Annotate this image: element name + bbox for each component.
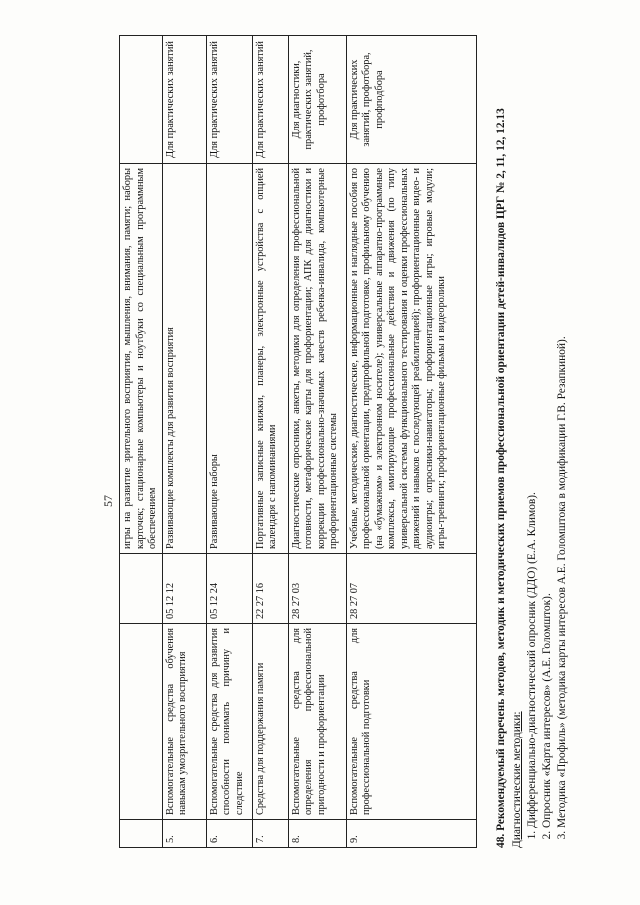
usage-purpose: Для диагностики, практических занятий, профотбора: [288, 36, 346, 164]
list-item: 2. Опросник «Карта интересов» (А.Е. Голомшток).: [540, 48, 555, 828]
row-number: 7.: [252, 820, 288, 848]
list-item: 3. Методика «Профиль» (методика карты интересов А.Е. Голомштока в модификации Г.В. Резапкиной).: [555, 48, 570, 828]
usage-purpose: Для практических занятий: [252, 36, 288, 164]
methods-section: [494, 48, 570, 848]
equipment-description: игры на развитие зрительного восприятия, мышления, внимания, памяти; наборы карточек; стационарные компьютеры и ноутбуки со специальным программным обеспечением: [120, 164, 163, 554]
section-subheading: Диагностические методики:: [511, 711, 524, 848]
classifier-code: 05 12 12: [162, 554, 206, 624]
equipment-name: Вспомогательные средства для профессиональной подготовки: [346, 624, 476, 820]
classifier-code: 22 27 16: [252, 554, 288, 624]
table-row: [252, 36, 288, 848]
page-number: 57: [101, 495, 115, 507]
row-number: 5.: [162, 820, 206, 848]
row-number: 8.: [288, 820, 346, 848]
row-number: [120, 820, 163, 848]
usage-purpose: Для практических занятий: [206, 36, 252, 164]
section-heading: 48. Рекомендуемый перечень методов, методик и методических приемов профессиональной ориентации детей-инвалидов ЦРГ № 2, 11, 12, 12.13: [495, 108, 507, 848]
table-row: [288, 36, 346, 848]
table-row: [120, 36, 163, 848]
list-item: 1. Дифференциально-диагностический опросник (ДДО) (Е.А. Климов).: [525, 48, 540, 828]
equipment-name: Вспомогательные средства для определения профессиональной пригодности и профориентации: [288, 624, 346, 820]
usage-purpose: Для практических занятий: [162, 36, 206, 164]
equipment-description: Диагностические опросники, анкеты, методики для определения профессиональной готовности, метафорические карты для профориентации; АПК для диагностики и коррекции профессионально-значимых качеств ребенка-инвалида, компьютерные профориентационные системы: [288, 164, 346, 554]
table-row: [206, 36, 252, 848]
row-number: 9.: [346, 820, 476, 848]
equipment-name: [120, 624, 163, 820]
row-number: 6.: [206, 820, 252, 848]
classifier-code: [120, 554, 163, 624]
equipment-description: Портативные записные книжки, планеры, электронные устройства с опцией календаря с напоминаниями: [252, 164, 288, 554]
usage-purpose: [120, 36, 163, 164]
table-row: [162, 36, 206, 848]
equipment-name: Вспомогательные средства обучения навыкам умозрительного восприятия: [162, 624, 206, 820]
equipment-description: Развивающие наборы: [206, 164, 252, 554]
classifier-code: 05 12 24: [206, 554, 252, 624]
usage-purpose: Для практических занятий, профотбора, профподбора: [346, 36, 476, 164]
equipment-description: Развивающие комплекты для развития восприятия: [162, 164, 206, 554]
equipment-table: [119, 35, 477, 848]
table-row: [346, 36, 476, 848]
classifier-code: 28 27 07: [346, 554, 476, 624]
methods-list: [525, 48, 569, 848]
equipment-name: Вспомогательные средства для развития способности понимать причину и следствие: [206, 624, 252, 820]
equipment-description: Учебные, методические, диагностические, информационные и наглядные пособия по профессиональной ориентации, предпрофильной подготовке, профильному обучению (на «бумажном» и электронном носителе); универсальные аппаратно-программные комплексы, имитирующие профессиональные действия и движения (по типу универсальной системы функционального тестирования и оценки профессиональных движений и навыков с последующей реабилитацией); профориентационные видео- и аудиоигры; опросники-навигаторы; профориентационные игры; игровые модули; игры-тренинги; профориентационные фильмы и видеоролики: [346, 164, 476, 554]
equipment-name: Средства для поддержания памяти: [252, 624, 288, 820]
classifier-code: 28 27 03: [288, 554, 346, 624]
